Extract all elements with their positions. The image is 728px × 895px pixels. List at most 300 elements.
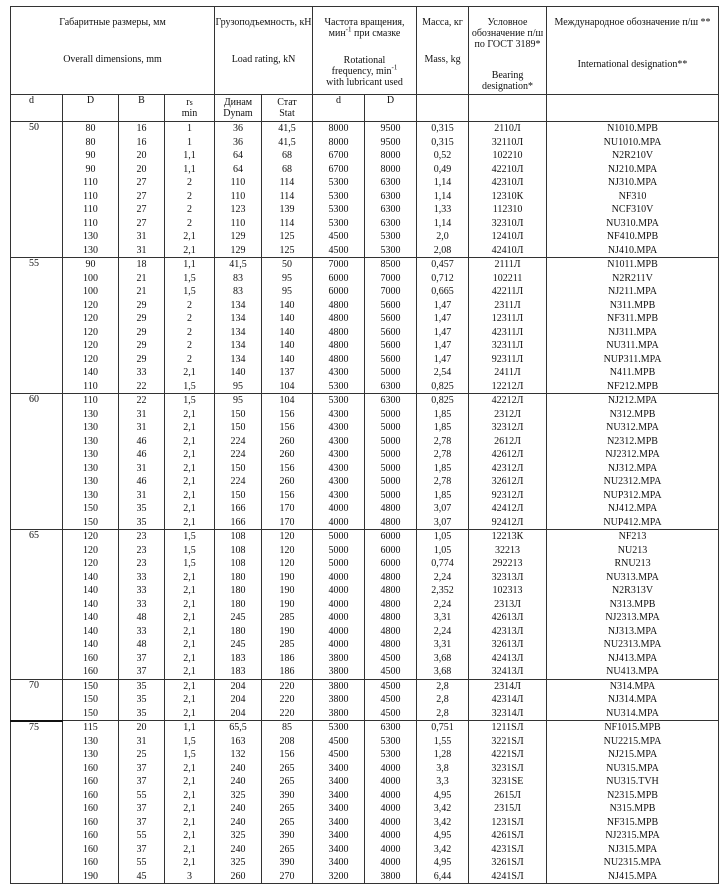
- cell-mass: 3,3: [417, 775, 469, 789]
- cell-freq-d: 7000: [313, 258, 365, 272]
- cell-rs: 2,1: [165, 665, 215, 679]
- cell-dynamic: 41,5: [215, 258, 262, 272]
- col-dynamic: Динам Dynam: [215, 95, 262, 122]
- cell-mass: 1,85: [417, 462, 469, 476]
- cell-freq-d: 3400: [313, 775, 365, 789]
- cell-freq-D: 4800: [365, 625, 417, 639]
- col-d: d: [11, 95, 63, 122]
- cell-B: 16: [119, 122, 165, 136]
- cell-mass: 1,47: [417, 312, 469, 326]
- table-row: [11, 448, 719, 462]
- cell-static: 208: [262, 735, 313, 749]
- cell-intl: NU314.MPA: [547, 707, 719, 721]
- cell-D: 120: [63, 339, 119, 353]
- cell-intl: N411.MPB: [547, 366, 719, 380]
- cell-freq-D: 8000: [365, 163, 417, 177]
- cell-rs: 2: [165, 176, 215, 190]
- cell-freq-D: 4000: [365, 856, 417, 870]
- cell-mass: 3,42: [417, 843, 469, 857]
- cell-mass: 0,665: [417, 285, 469, 299]
- cell-B: 37: [119, 843, 165, 857]
- cell-intl: N311.MPB: [547, 299, 719, 313]
- cell-static: 137: [262, 366, 313, 380]
- cell-dynamic: 260: [215, 870, 262, 884]
- intl-header-ru: Международное обозначение п/ш **: [554, 17, 711, 28]
- cell-static: 114: [262, 217, 313, 231]
- cell-static: 95: [262, 272, 313, 286]
- cell-designation: 2411Л: [469, 366, 547, 380]
- cell-mass: 3,31: [417, 611, 469, 625]
- cell-D: 115: [63, 721, 119, 735]
- cell-dynamic: 110: [215, 217, 262, 231]
- cell-freq-D: 4000: [365, 829, 417, 843]
- cell-freq-D: 4000: [365, 802, 417, 816]
- cell-static: 390: [262, 856, 313, 870]
- table-row: [11, 285, 719, 299]
- cell-freq-d: 5300: [313, 394, 365, 408]
- cell-dynamic: 204: [215, 679, 262, 693]
- cell-rs: 2,1: [165, 489, 215, 503]
- cell-static: 260: [262, 448, 313, 462]
- cell-dynamic: 65,5: [215, 721, 262, 735]
- cell-mass: 1,47: [417, 353, 469, 367]
- cell-freq-D: 7000: [365, 272, 417, 286]
- cell-D: 90: [63, 163, 119, 177]
- cell-dynamic: 224: [215, 435, 262, 449]
- table-row: [11, 421, 719, 435]
- cell-freq-D: 4500: [365, 665, 417, 679]
- cell-static: 95: [262, 285, 313, 299]
- cell-freq-D: 5600: [365, 299, 417, 313]
- cell-freq-d: 4300: [313, 435, 365, 449]
- cell-freq-D: 4800: [365, 598, 417, 612]
- cell-D: 110: [63, 176, 119, 190]
- cell-intl: NUP412.MPA: [547, 516, 719, 530]
- cell-intl: N1010.MPB: [547, 122, 719, 136]
- cell-mass: 0,825: [417, 380, 469, 394]
- cell-designation: 12310К: [469, 190, 547, 204]
- cell-designation: 112310: [469, 203, 547, 217]
- cell-designation: 32413Л: [469, 665, 547, 679]
- cell-mass: 2,352: [417, 584, 469, 598]
- cell-dynamic: 132: [215, 748, 262, 762]
- cell-mass: 1,55: [417, 735, 469, 749]
- cell-D: 150: [63, 707, 119, 721]
- cell-freq-d: 4800: [313, 353, 365, 367]
- cell-intl: N313.MPB: [547, 598, 719, 612]
- table-row: [11, 735, 719, 749]
- cell-freq-d: 3200: [313, 870, 365, 884]
- cell-designation: 32110Л: [469, 136, 547, 150]
- freq-header-en: Rotational frequency, $\min^{-1}$ with lubricant used: [326, 55, 403, 88]
- cell-rs: 2,1: [165, 856, 215, 870]
- table-row: [11, 122, 719, 136]
- cell-static: 170: [262, 516, 313, 530]
- cell-static: 125: [262, 230, 313, 244]
- cell-freq-D: 5000: [365, 421, 417, 435]
- cell-intl: N314.MPA: [547, 679, 719, 693]
- cell-freq-d: 4300: [313, 489, 365, 503]
- cell-static: 156: [262, 408, 313, 422]
- cell-freq-d: 6700: [313, 163, 365, 177]
- cell-rs: 2,1: [165, 421, 215, 435]
- cell-designation: 92312Л: [469, 489, 547, 503]
- cell-mass: 4,95: [417, 789, 469, 803]
- table-row: [11, 435, 719, 449]
- cell-freq-D: 5000: [365, 435, 417, 449]
- cell-B: 55: [119, 829, 165, 843]
- cell-freq-D: 6000: [365, 544, 417, 558]
- cell-static: 125: [262, 244, 313, 258]
- cell-mass: 0,52: [417, 149, 469, 163]
- cell-designation: 2311Л: [469, 299, 547, 313]
- cell-freq-d: 3800: [313, 707, 365, 721]
- col-D: D: [63, 95, 119, 122]
- cell-designation: 42613Л: [469, 611, 547, 625]
- cell-B: 27: [119, 176, 165, 190]
- cell-D: 120: [63, 530, 119, 544]
- cell-mass: 1,05: [417, 544, 469, 558]
- cell-static: 140: [262, 312, 313, 326]
- cell-dynamic: 64: [215, 149, 262, 163]
- cell-d: 75: [11, 721, 63, 884]
- cell-mass: 3,8: [417, 762, 469, 776]
- cell-D: 130: [63, 421, 119, 435]
- cell-intl: NU315.TVH: [547, 775, 719, 789]
- cell-dynamic: 180: [215, 625, 262, 639]
- cell-designation: 32312Л: [469, 421, 547, 435]
- cell-designation: 32311Л: [469, 339, 547, 353]
- cell-D: 130: [63, 735, 119, 749]
- cell-designation: 2312Л: [469, 408, 547, 422]
- cell-mass: 1,85: [417, 489, 469, 503]
- table-row: [11, 721, 719, 735]
- cell-designation: 32313Л: [469, 571, 547, 585]
- table-row: [11, 176, 719, 190]
- cell-intl: N315.MPB: [547, 802, 719, 816]
- cell-D: 150: [63, 679, 119, 693]
- cell-dynamic: 150: [215, 489, 262, 503]
- cell-freq-d: 5300: [313, 176, 365, 190]
- cell-mass: 2,08: [417, 244, 469, 258]
- bearing-table-sheet: [10, 6, 718, 884]
- cell-dynamic: 204: [215, 707, 262, 721]
- cell-designation: 2314Л: [469, 679, 547, 693]
- table-row: [11, 707, 719, 721]
- cell-designation: 42310Л: [469, 176, 547, 190]
- cell-D: 110: [63, 380, 119, 394]
- cell-designation: 92412Л: [469, 516, 547, 530]
- cell-designation: 4231SЛ: [469, 843, 547, 857]
- cell-rs: 2: [165, 190, 215, 204]
- cell-dynamic: 163: [215, 735, 262, 749]
- cell-freq-d: 5300: [313, 217, 365, 231]
- cell-rs: 1,5: [165, 272, 215, 286]
- cell-B: 29: [119, 339, 165, 353]
- cell-B: 20: [119, 149, 165, 163]
- cell-dynamic: 134: [215, 326, 262, 340]
- cell-designation: 3221SЛ: [469, 735, 547, 749]
- cell-rs: 1: [165, 136, 215, 150]
- load-header-en: Load rating, kN: [231, 54, 296, 65]
- cell-freq-D: 4000: [365, 843, 417, 857]
- cell-static: 186: [262, 665, 313, 679]
- cell-designation: 42412Л: [469, 502, 547, 516]
- cell-rs: 2,1: [165, 244, 215, 258]
- cell-rs: 1: [165, 122, 215, 136]
- cell-freq-D: 4000: [365, 762, 417, 776]
- cell-static: 260: [262, 435, 313, 449]
- cell-intl: NU2215.MPA: [547, 735, 719, 749]
- cell-static: 285: [262, 611, 313, 625]
- cell-freq-D: 5000: [365, 489, 417, 503]
- cell-mass: 1,85: [417, 421, 469, 435]
- cell-d: 55: [11, 258, 63, 394]
- cell-freq-D: 5600: [365, 312, 417, 326]
- cell-freq-D: 5300: [365, 244, 417, 258]
- cell-static: 120: [262, 544, 313, 558]
- cell-intl: NJ415.MPA: [547, 870, 719, 884]
- table-row: [11, 149, 719, 163]
- cell-designation: 32612Л: [469, 475, 547, 489]
- cell-dynamic: 150: [215, 462, 262, 476]
- cell-freq-d: 4000: [313, 611, 365, 625]
- cell-freq-D: 5000: [365, 448, 417, 462]
- cell-designation: 42212Л: [469, 394, 547, 408]
- table-row: [11, 816, 719, 830]
- cell-mass: 1,14: [417, 190, 469, 204]
- designation-header-en: Bearing designation*: [481, 70, 534, 92]
- cell-dynamic: 123: [215, 203, 262, 217]
- cell-D: 120: [63, 299, 119, 313]
- cell-D: 130: [63, 489, 119, 503]
- designation-header-ru: Условное обозначение п/ш по ГОСТ 3189*: [471, 17, 544, 50]
- table-row: [11, 775, 719, 789]
- cell-designation: 42612Л: [469, 448, 547, 462]
- cell-static: 114: [262, 176, 313, 190]
- cell-rs: 2,1: [165, 762, 215, 776]
- cell-freq-d: 4000: [313, 638, 365, 652]
- table-row: [11, 598, 719, 612]
- cell-dynamic: 95: [215, 394, 262, 408]
- cell-d: 70: [11, 679, 63, 721]
- cell-static: 190: [262, 584, 313, 598]
- cell-freq-D: 4800: [365, 571, 417, 585]
- freq-header-ru: Частота вращения, мин$^{-1}$ при смазке: [324, 17, 405, 39]
- cell-rs: 2,1: [165, 775, 215, 789]
- cell-B: 21: [119, 272, 165, 286]
- cell-dynamic: 95: [215, 380, 262, 394]
- cell-freq-D: 6300: [365, 176, 417, 190]
- table-row: [11, 408, 719, 422]
- cell-D: 110: [63, 190, 119, 204]
- cell-B: 29: [119, 326, 165, 340]
- cell-mass: 1,14: [417, 176, 469, 190]
- cell-rs: 2,1: [165, 789, 215, 803]
- cell-designation: 3261SЛ: [469, 856, 547, 870]
- cell-B: 45: [119, 870, 165, 884]
- cell-freq-d: 3400: [313, 856, 365, 870]
- cell-D: 190: [63, 870, 119, 884]
- cell-static: 120: [262, 557, 313, 571]
- cell-intl: NJ313.MPA: [547, 625, 719, 639]
- cell-D: 80: [63, 136, 119, 150]
- col-designation: [469, 95, 547, 122]
- cell-designation: 1211SЛ: [469, 721, 547, 735]
- cell-mass: 1,14: [417, 217, 469, 231]
- cell-static: 85: [262, 721, 313, 735]
- cell-rs: 1,5: [165, 748, 215, 762]
- cell-freq-D: 4000: [365, 789, 417, 803]
- cell-rs: 2,1: [165, 693, 215, 707]
- cell-freq-D: 4500: [365, 707, 417, 721]
- cell-B: 27: [119, 217, 165, 231]
- cell-D: 130: [63, 408, 119, 422]
- cell-intl: NJ410.MPA: [547, 244, 719, 258]
- cell-intl: N1011.MPB: [547, 258, 719, 272]
- table-row: [11, 380, 719, 394]
- cell-intl: N2312.MPB: [547, 435, 719, 449]
- cell-designation: 32314Л: [469, 707, 547, 721]
- cell-D: 160: [63, 762, 119, 776]
- cell-rs: 2,1: [165, 571, 215, 585]
- cell-static: 68: [262, 149, 313, 163]
- cell-freq-d: 4000: [313, 625, 365, 639]
- cell-dynamic: 129: [215, 244, 262, 258]
- cell-freq-D: 6300: [365, 203, 417, 217]
- cell-rs: 1,5: [165, 735, 215, 749]
- mass-header: [417, 7, 469, 95]
- cell-static: 156: [262, 748, 313, 762]
- cell-mass: 3,42: [417, 816, 469, 830]
- cell-mass: 2,24: [417, 598, 469, 612]
- cell-rs: 2,1: [165, 638, 215, 652]
- cell-B: 31: [119, 421, 165, 435]
- cell-designation: 102210: [469, 149, 547, 163]
- cell-rs: 2,1: [165, 625, 215, 639]
- cell-designation: 42311Л: [469, 326, 547, 340]
- cell-static: 265: [262, 802, 313, 816]
- intl-header-en: International designation**: [577, 59, 688, 70]
- cell-D: 110: [63, 394, 119, 408]
- cell-designation: 2315Л: [469, 802, 547, 816]
- table-row: [11, 258, 719, 272]
- cell-D: 150: [63, 693, 119, 707]
- cell-designation: 32310Л: [469, 217, 547, 231]
- cell-rs: 2: [165, 217, 215, 231]
- cell-D: 110: [63, 203, 119, 217]
- cell-d: 65: [11, 530, 63, 680]
- cell-designation: 292213: [469, 557, 547, 571]
- dims-header-en: Overall dimensions, mm: [63, 54, 162, 65]
- cell-B: 46: [119, 475, 165, 489]
- col-mass: [417, 95, 469, 122]
- cell-freq-D: 4500: [365, 652, 417, 666]
- cell-freq-d: 4300: [313, 462, 365, 476]
- col-static: Стат Stat: [262, 95, 313, 122]
- cell-designation: 2615Л: [469, 789, 547, 803]
- table-row: [11, 557, 719, 571]
- cell-intl: NU213: [547, 544, 719, 558]
- cell-mass: 6,44: [417, 870, 469, 884]
- cell-intl: NU2312.MPA: [547, 475, 719, 489]
- cell-intl: NJ310.MPA: [547, 176, 719, 190]
- cell-dynamic: 134: [215, 353, 262, 367]
- table-row: [11, 611, 719, 625]
- cell-intl: N2R210V: [547, 149, 719, 163]
- cell-dynamic: 110: [215, 176, 262, 190]
- cell-freq-d: 4800: [313, 326, 365, 340]
- cell-dynamic: 64: [215, 163, 262, 177]
- cell-intl: N2R211V: [547, 272, 719, 286]
- cell-freq-d: 8000: [313, 136, 365, 150]
- cell-mass: 1,47: [417, 326, 469, 340]
- cell-D: 130: [63, 244, 119, 258]
- cell-B: 23: [119, 530, 165, 544]
- cell-B: 20: [119, 163, 165, 177]
- cell-intl: NJ412.MPA: [547, 502, 719, 516]
- table-row: [11, 326, 719, 340]
- cell-rs: 2,1: [165, 516, 215, 530]
- cell-static: 265: [262, 762, 313, 776]
- cell-D: 150: [63, 502, 119, 516]
- cell-freq-D: 4500: [365, 693, 417, 707]
- cell-intl: NU2315.MPA: [547, 856, 719, 870]
- cell-B: 35: [119, 693, 165, 707]
- cell-designation: 32213: [469, 544, 547, 558]
- cell-freq-d: 4000: [313, 598, 365, 612]
- cell-dynamic: 240: [215, 816, 262, 830]
- cell-designation: 12410Л: [469, 230, 547, 244]
- cell-rs: 1,5: [165, 544, 215, 558]
- table-row: [11, 312, 719, 326]
- table-row: [11, 748, 719, 762]
- table-row: [11, 530, 719, 544]
- bearing-spec-table: [10, 6, 719, 884]
- cell-freq-d: 4000: [313, 584, 365, 598]
- cell-B: 48: [119, 611, 165, 625]
- cell-freq-d: 3800: [313, 665, 365, 679]
- cell-designation: 32613Л: [469, 638, 547, 652]
- cell-D: 80: [63, 122, 119, 136]
- cell-B: 37: [119, 802, 165, 816]
- cell-B: 22: [119, 380, 165, 394]
- cell-D: 100: [63, 272, 119, 286]
- cell-freq-d: 4500: [313, 230, 365, 244]
- cell-mass: 2,0: [417, 230, 469, 244]
- cell-intl: NJ312.MPA: [547, 462, 719, 476]
- cell-B: 31: [119, 735, 165, 749]
- cell-static: 270: [262, 870, 313, 884]
- cell-freq-D: 6000: [365, 557, 417, 571]
- subheader-row: [11, 95, 719, 122]
- cell-D: 90: [63, 258, 119, 272]
- cell-freq-d: 4000: [313, 516, 365, 530]
- cell-dynamic: 240: [215, 762, 262, 776]
- cell-freq-d: 3800: [313, 679, 365, 693]
- cell-rs: 2,1: [165, 679, 215, 693]
- cell-D: 130: [63, 435, 119, 449]
- cell-B: 21: [119, 285, 165, 299]
- cell-B: 37: [119, 816, 165, 830]
- cell-D: 120: [63, 326, 119, 340]
- cell-B: 37: [119, 775, 165, 789]
- cell-B: 55: [119, 789, 165, 803]
- cell-dynamic: 83: [215, 272, 262, 286]
- cell-dynamic: 108: [215, 544, 262, 558]
- cell-B: 46: [119, 435, 165, 449]
- cell-mass: 2,8: [417, 693, 469, 707]
